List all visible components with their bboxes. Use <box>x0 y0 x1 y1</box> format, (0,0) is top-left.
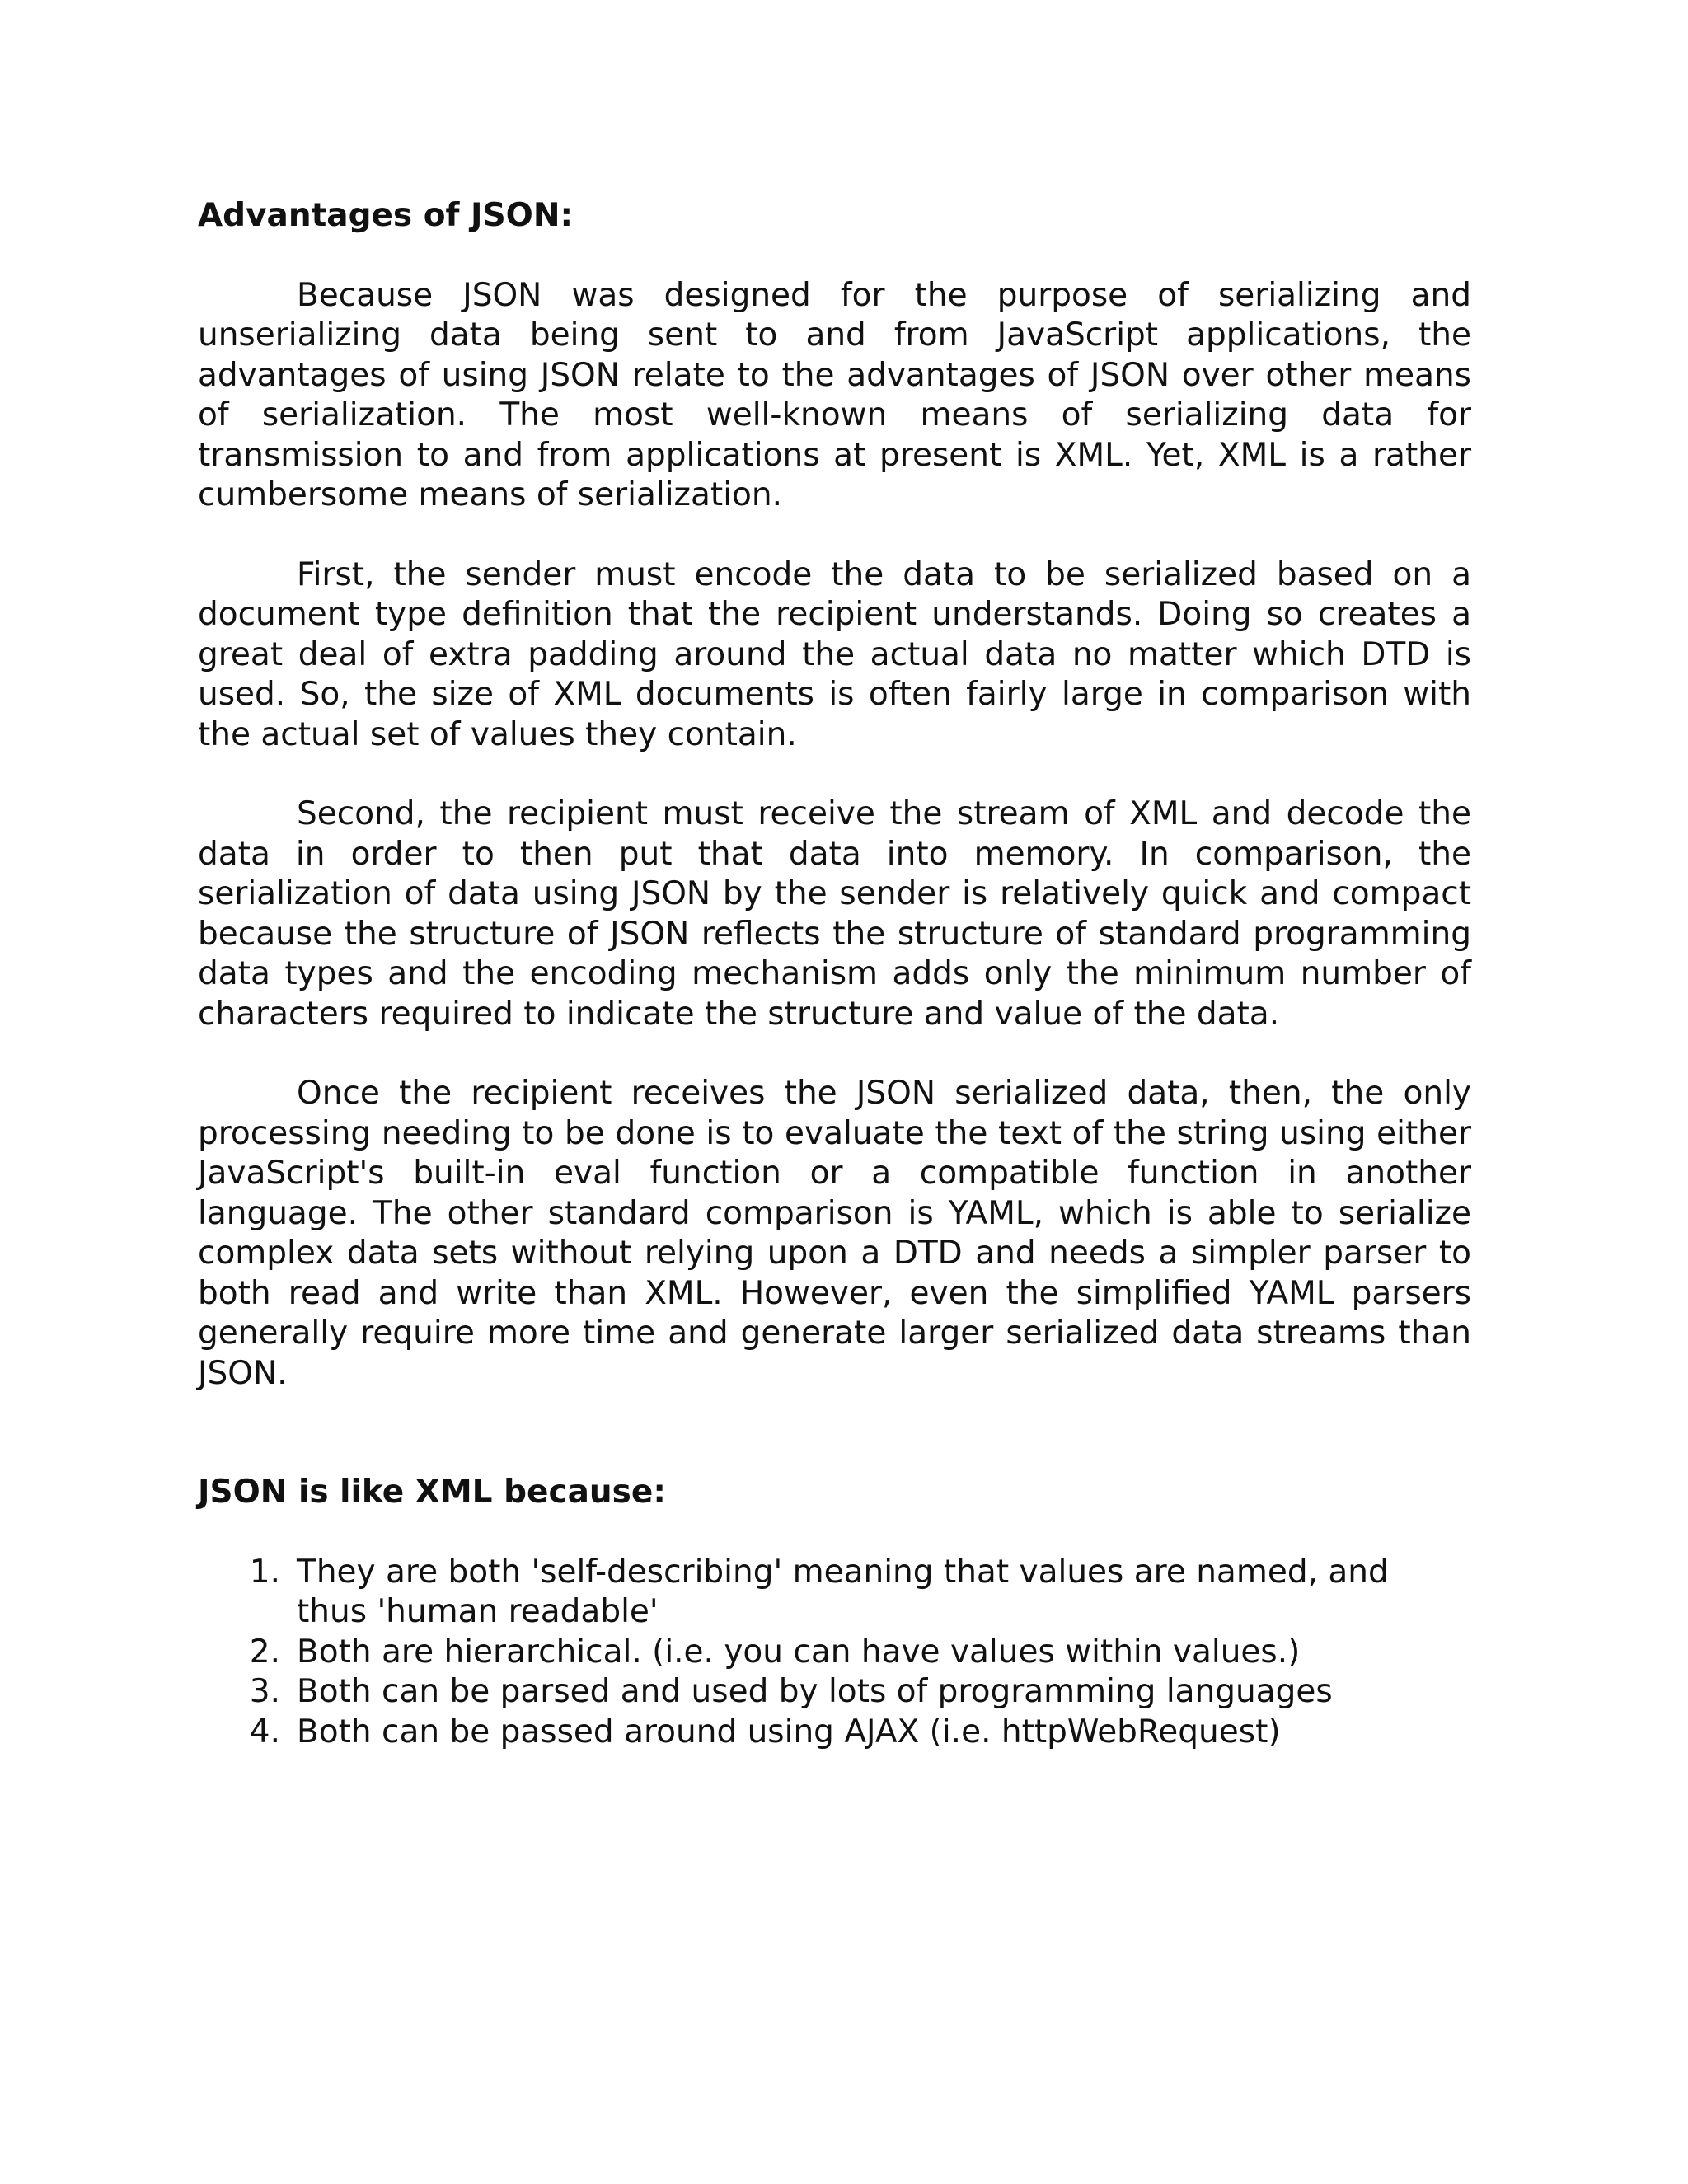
list-text: Both can be parsed and used by lots of programming languages <box>297 1673 1333 1710</box>
list-item <box>198 1633 1471 1673</box>
list-item <box>198 1713 1471 1753</box>
list-number: 4. <box>249 1713 280 1750</box>
list-item <box>198 1672 1471 1713</box>
section-heading-advantages: Advantages of JSON: <box>198 197 574 234</box>
list-text: Both can be passed around using AJAX (i.e. httpWebRequest) <box>297 1713 1281 1750</box>
list-text: They are both 'self-describing' meaning that values are named, and thus 'human readable' <box>297 1553 1389 1630</box>
document-body <box>198 196 1471 1752</box>
list-item <box>198 1553 1471 1633</box>
paragraph: Once the recipient receives the JSON serialized data, then, the only processing needing to be done is to evaluate the text of the string using either JavaScript's built-in eval function or a compatible function in another language. The other standard comparison is YAML, which is able to serialize complex data sets without relying upon a DTD and needs a simpler parser to both read and write than XML. However, even the simplified YAML parsers generally require more time and generate larger serialized data streams than JSON. <box>198 1075 1471 1392</box>
section-heading-json-like-xml: JSON is like XML because: <box>198 1474 666 1511</box>
list-number: 3. <box>249 1673 280 1710</box>
paragraph: Because JSON was designed for the purpose of serializing and unserializing data being sent to and from JavaScript applications, the advantages of using JSON relate to the advantages of JSON over other means of serialization. The most well-known means of serializing data for transmission to and from applications at present is XML. Yet, XML is a rather cumbersome means of serialization. <box>198 276 1471 513</box>
paragraph: Second, the recipient must receive the stream of XML and decode the data in order to then put that data into memory. In comparison, the serialization of data using JSON by the sender is relatively quick and compact because the structure of JSON reflects the structure of standard programming data types and the encoding mechanism adds only the minimum number of characters required to indicate the structure and value of the data. <box>198 795 1471 1033</box>
list-number: 1. <box>249 1553 280 1591</box>
paragraph: First, the sender must encode the data to be serialized based on a document type definition that the recipient understands. Doing so creates a great deal of extra padding around the actual data no matter which DTD is used. So, the size of XML documents is often fairly large in comparison with the actual set of values they contain. <box>198 555 1471 753</box>
list-number: 2. <box>249 1633 280 1671</box>
numbered-list <box>198 1553 1471 1753</box>
list-text: Both are hierarchical. (i.e. you can have values within values.) <box>297 1633 1301 1671</box>
